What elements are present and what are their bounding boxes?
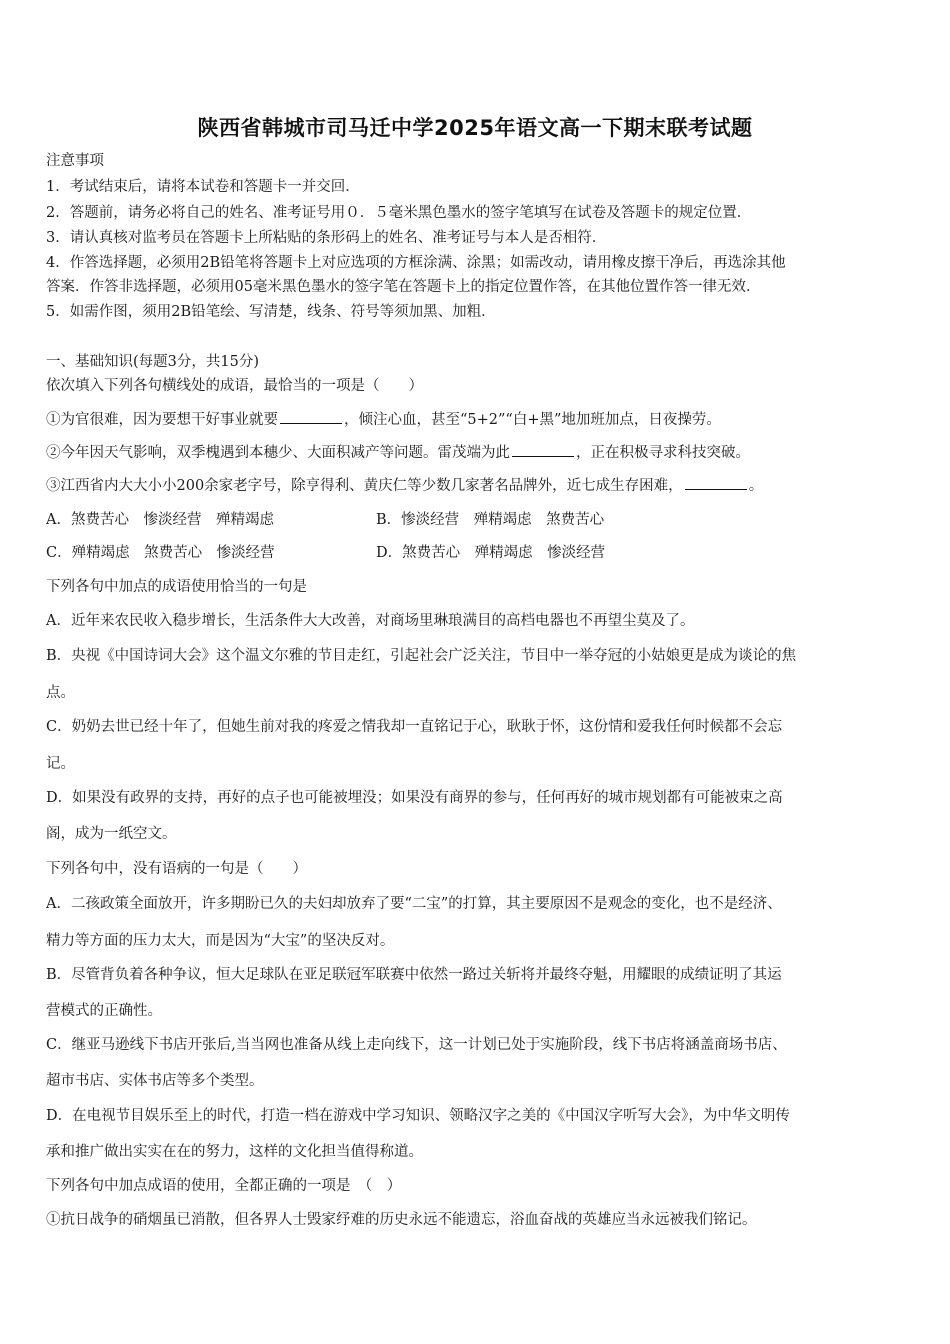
q1-s2-part-a: ②今年因天气影响，双季槐遇到本穗少、大面积减产等问题。雷茂端为此	[46, 445, 510, 461]
blank-line	[685, 476, 747, 490]
q1-sentence-1	[46, 410, 908, 430]
q2-option-c: C．奶奶去世已经十年了，但她生前对我的疼爱之情我却一直铭记于心，耿耿于怀，这份情和爱我任何时候都不会忘	[46, 719, 783, 735]
q1-s3-part-b: 。	[748, 478, 764, 494]
q2-option-d: D．如果没有政界的支持，再好的点子也可能被埋没；如果没有商界的参与，任何再好的城市规划都有可能被束之高	[46, 790, 783, 806]
q1-s1-part-a: ①为官很难，因为要想干好事业就要	[46, 412, 278, 428]
q2-option-b-cont: 点。	[46, 685, 75, 701]
q3-option-a-cont: 精力等方面的压力太大，而是因为“大宝”的坚决反对。	[46, 933, 395, 949]
q1-s3-part-a: ③江西省内大大小小200余家老字号，除亨得利、黄庆仁等少数几家著名品牌外，近七成生存困难，	[46, 478, 683, 494]
q3-option-d-cont: 承和推广做出实实在在的努力，这样的文化担当值得称道。	[46, 1144, 423, 1160]
q1-option-c: C．殚精竭虑 煞费苦心 惨淡经营	[46, 545, 275, 561]
q1-option-b: B．惨淡经营 殚精竭虑 煞费苦心	[376, 512, 605, 528]
q2-option-c-cont: 记。	[46, 756, 75, 772]
note-item-4-cont: 答案．作答非选择题，必须用05毫米黑色墨水的签字笔在答题卡上的指定位置作答，在其他位置作答一律无效．	[46, 279, 761, 295]
q4-stem: 下列各句中加点成语的使用，全都正确的一项是 （ ）	[46, 1178, 402, 1194]
q3-option-b-cont: 营模式的正确性。	[46, 1003, 162, 1019]
section-heading: 一、基础知识(每题3分，共15分)	[46, 354, 259, 370]
q3-option-c: C．继亚马逊线下书店开张后,当当网也准备从线上走向线下，这一计划已处于实施阶段，线下书店将涵盖商场书店、	[46, 1037, 787, 1053]
q4-sentence-1: ①抗日战争的硝烟虽已消散，但各界人士毁家纾难的历史永远不能遗忘，浴血奋战的英雄应当永远被我们铭记。	[46, 1212, 757, 1228]
q3-option-b: B．尽管背负着各种争议，恒大足球队在亚足联冠军联赛中依然一路过关斩将并最终夺魁，用耀眼的成绩证明了其运	[46, 967, 782, 983]
q2-option-b: B．央视《中国诗词大会》这个温文尔雅的节目走红，引起社会广泛关注，节目中一举夺冠的小姑娘更是成为谈论的焦	[46, 648, 797, 664]
q1-option-d: D．煞费苦心 殚精竭虑 惨淡经营	[376, 545, 606, 561]
blank-line	[280, 410, 342, 424]
q3-option-d: D．在电视节目娱乐至上的时代，打造一档在游戏中学习知识、领略汉字之美的《中国汉字听写大会》，为中华文明传	[46, 1108, 790, 1124]
q3-option-c-cont: 超市书店、实体书店等多个类型。	[46, 1073, 264, 1089]
q3-option-a: A．二孩政策全面放开，许多期盼已久的夫妇却放弃了要“二宝”的打算，其主要原因不是观念的变化，也不是经济、	[46, 896, 782, 912]
q1-s2-part-b: ，正在积极寻求科技突破。	[576, 445, 750, 461]
note-item-2: 2．答题前，请务必将自己的姓名、准考证号用０．５毫米黑色墨水的签字笔填写在试卷及答题卡的规定位置．	[46, 205, 752, 221]
q1-s1-part-b: ，倾注心血，甚至“5+2”“白+黑”地加班加点，日夜操劳。	[344, 412, 721, 428]
blank-line	[512, 443, 574, 457]
page-title: 陕西省韩城市司马迁中学2025年语文高一下期末联考试题	[197, 116, 753, 140]
q1-stem: 依次填入下列各句横线处的成语，最恰当的一项是（ ）	[46, 378, 423, 394]
note-item-5: 5．如需作图，须用2B铅笔绘、写清楚，线条、符号等须加黑、加粗．	[46, 304, 496, 320]
q1-sentence-2	[46, 443, 908, 463]
q3-stem: 下列各句中，没有语病的一句是（ ）	[46, 861, 307, 877]
note-item-4: 4．作答选择题，必须用2B铅笔将答题卡上对应选项的方框涂满、涂黑；如需改动，请用橡皮擦干净后，再选涂其他	[46, 255, 786, 271]
q1-sentence-3	[46, 476, 908, 496]
q2-option-a: A．近年来农民收入稳步增长，生活条件大大改善，对商场里琳琅满目的高档电器也不再望尘莫及了。	[46, 613, 695, 629]
q2-option-d-cont: 阁，成为一纸空文。	[46, 826, 177, 842]
q1-option-a: A．煞费苦心 惨淡经营 殚精竭虑	[46, 512, 274, 528]
note-item-1: 1．考试结束后，请将本试卷和答题卡一并交回．	[46, 179, 360, 195]
note-item-3: 3．请认真核对监考员在答题卡上所粘贴的条形码上的姓名、准考证号与本人是否相符．	[46, 230, 607, 246]
notes-heading: 注意事项	[46, 153, 104, 169]
q2-stem: 下列各句中加点的成语使用恰当的一句是	[46, 579, 307, 595]
